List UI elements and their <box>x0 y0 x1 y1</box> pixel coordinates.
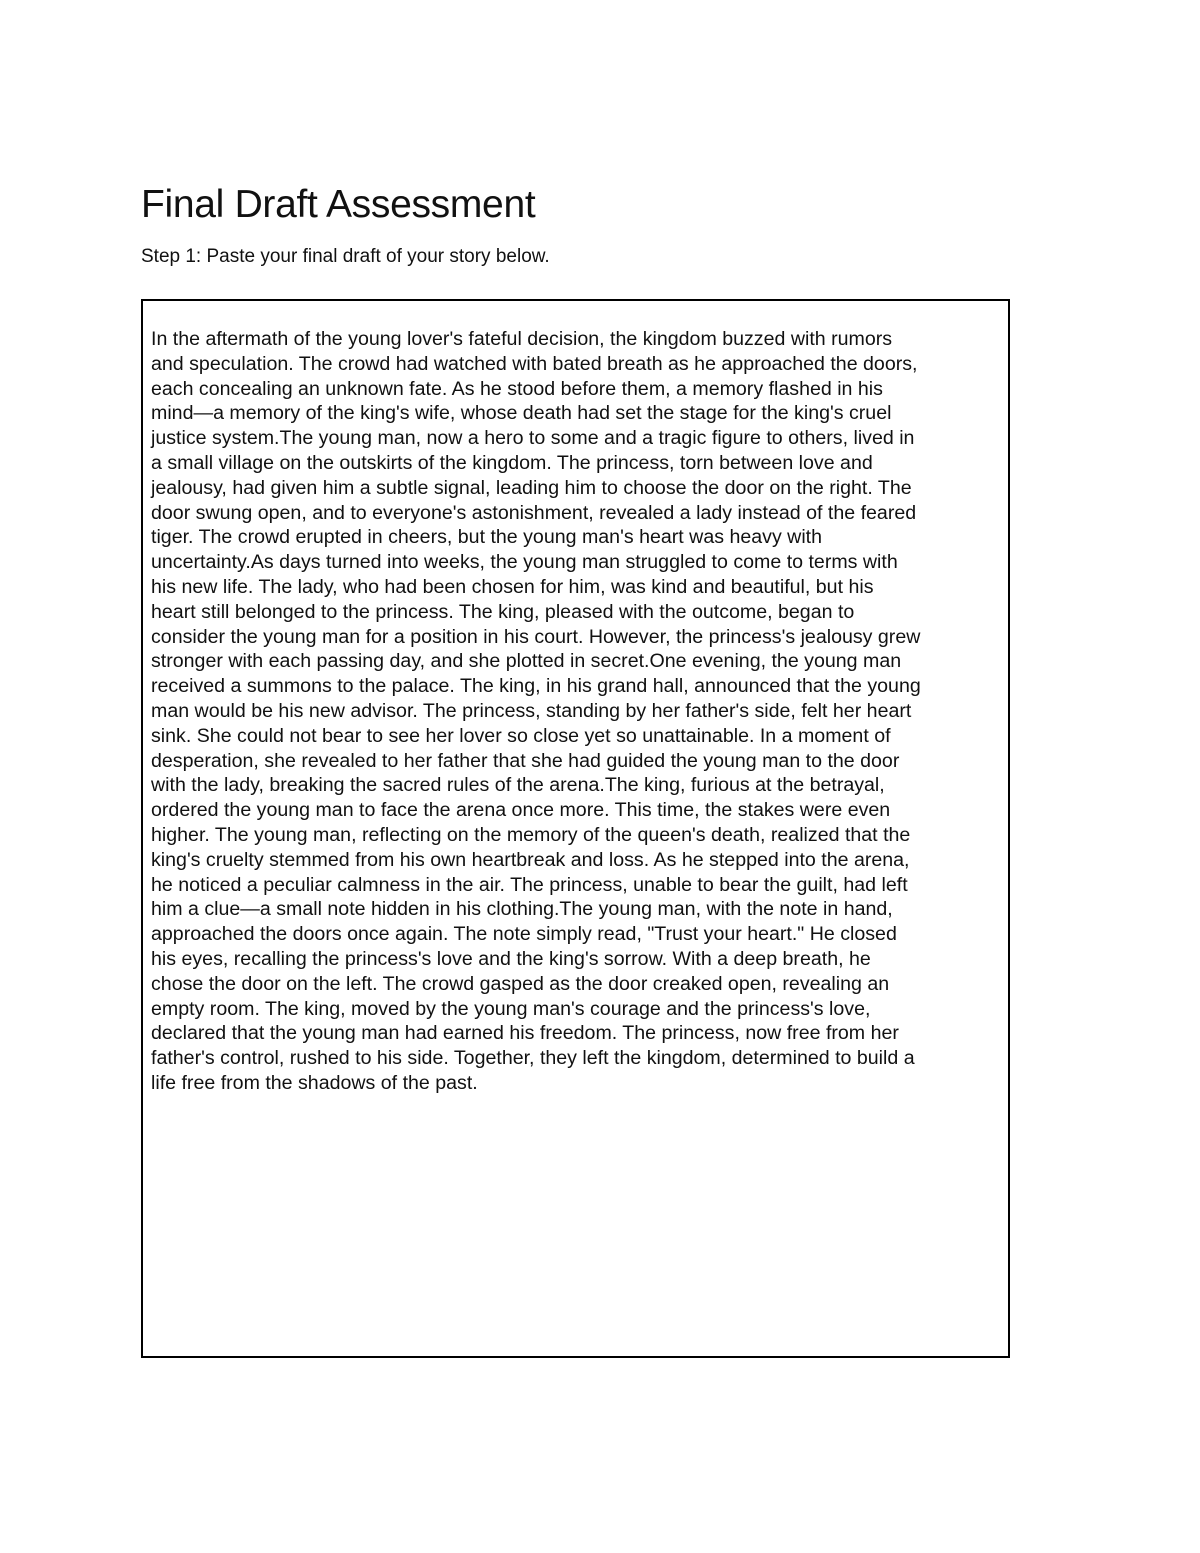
story-line: jealousy, had given him a subtle signal, leading him to choose the door on the right. The <box>151 476 912 499</box>
story-line: king's cruelty stemmed from his own heartbreak and loss. As he stepped into the arena, <box>151 848 910 871</box>
story-text <box>151 327 1003 1096</box>
story-line: uncertainty.As days turned into weeks, the young man struggled to come to terms with <box>151 551 898 574</box>
story-line: heart still belonged to the princess. The king, pleased with the outcome, began to <box>151 600 855 623</box>
story-line: ordered the young man to face the arena once more. This time, the stakes were even <box>151 799 891 822</box>
story-line: received a summons to the palace. The king, in his grand hall, announced that the young <box>151 675 921 698</box>
story-line: In the aftermath of the young lover's fateful decision, the kingdom buzzed with rumors <box>151 328 893 350</box>
story-line: and speculation. The crowd had watched with bated breath as he approached the doors, <box>151 352 918 375</box>
story-line: consider the young man for a position in his court. However, the princess's jealousy grew <box>151 625 921 648</box>
story-line: him a clue—a small note hidden in his clothing.The young man, with the note in hand, <box>151 898 893 921</box>
story-line: declared that the young man had earned his freedom. The princess, now free from her <box>151 1022 899 1045</box>
story-text-box[interactable] <box>141 299 1010 1358</box>
story-line: higher. The young man, reflecting on the memory of the queen's death, realized that the <box>151 823 911 846</box>
story-line: father's control, rushed to his side. Together, they left the kingdom, determined to build a <box>151 1047 915 1070</box>
story-line: each concealing an unknown fate. As he stood before them, a memory flashed in his <box>151 377 883 400</box>
story-line: his eyes, recalling the princess's love and the king's sorrow. With a deep breath, he <box>151 947 871 970</box>
story-line: tiger. The crowd erupted in cheers, but the young man's heart was heavy with <box>151 526 823 549</box>
story-line: door swung open, and to everyone's astonishment, revealed a lady instead of the feared <box>151 501 917 524</box>
story-line: stronger with each passing day, and she plotted in secret.One evening, the young man <box>151 650 902 673</box>
story-line: sink. She could not bear to see her lover so close yet so unattainable. In a moment of <box>151 724 891 747</box>
story-line: his new life. The lady, who had been chosen for him, was kind and beautiful, but his <box>151 575 874 598</box>
story-line: life free from the shadows of the past. <box>151 1071 478 1094</box>
story-line: man would be his new advisor. The princess, standing by her father's side, felt her heart <box>151 699 912 722</box>
story-line: justice system.The young man, now a hero to some and a tragic figure to others, lived in <box>151 427 915 450</box>
story-line: desperation, she revealed to her father that she had guided the young man to the door <box>151 749 900 772</box>
story-line: empty room. The king, moved by the young man's courage and the princess's love, <box>151 997 871 1020</box>
page-title: Final Draft Assessment <box>141 183 536 226</box>
story-line: with the lady, breaking the sacred rules of the arena.The king, furious at the betrayal, <box>151 774 885 797</box>
story-line: approached the doors once again. The note simply read, "Trust your heart." He closed <box>151 923 897 946</box>
story-line: mind—a memory of the king's wife, whose death had set the stage for the king's cruel <box>151 402 892 425</box>
step-1-instruction: Step 1: Paste your final draft of your story below. <box>141 246 550 267</box>
story-line: a small village on the outskirts of the kingdom. The princess, torn between love and <box>151 451 873 474</box>
story-line: he noticed a peculiar calmness in the air. The princess, unable to bear the guilt, had left <box>151 873 908 896</box>
story-line: chose the door on the left. The crowd gasped as the door creaked open, revealing an <box>151 972 890 995</box>
